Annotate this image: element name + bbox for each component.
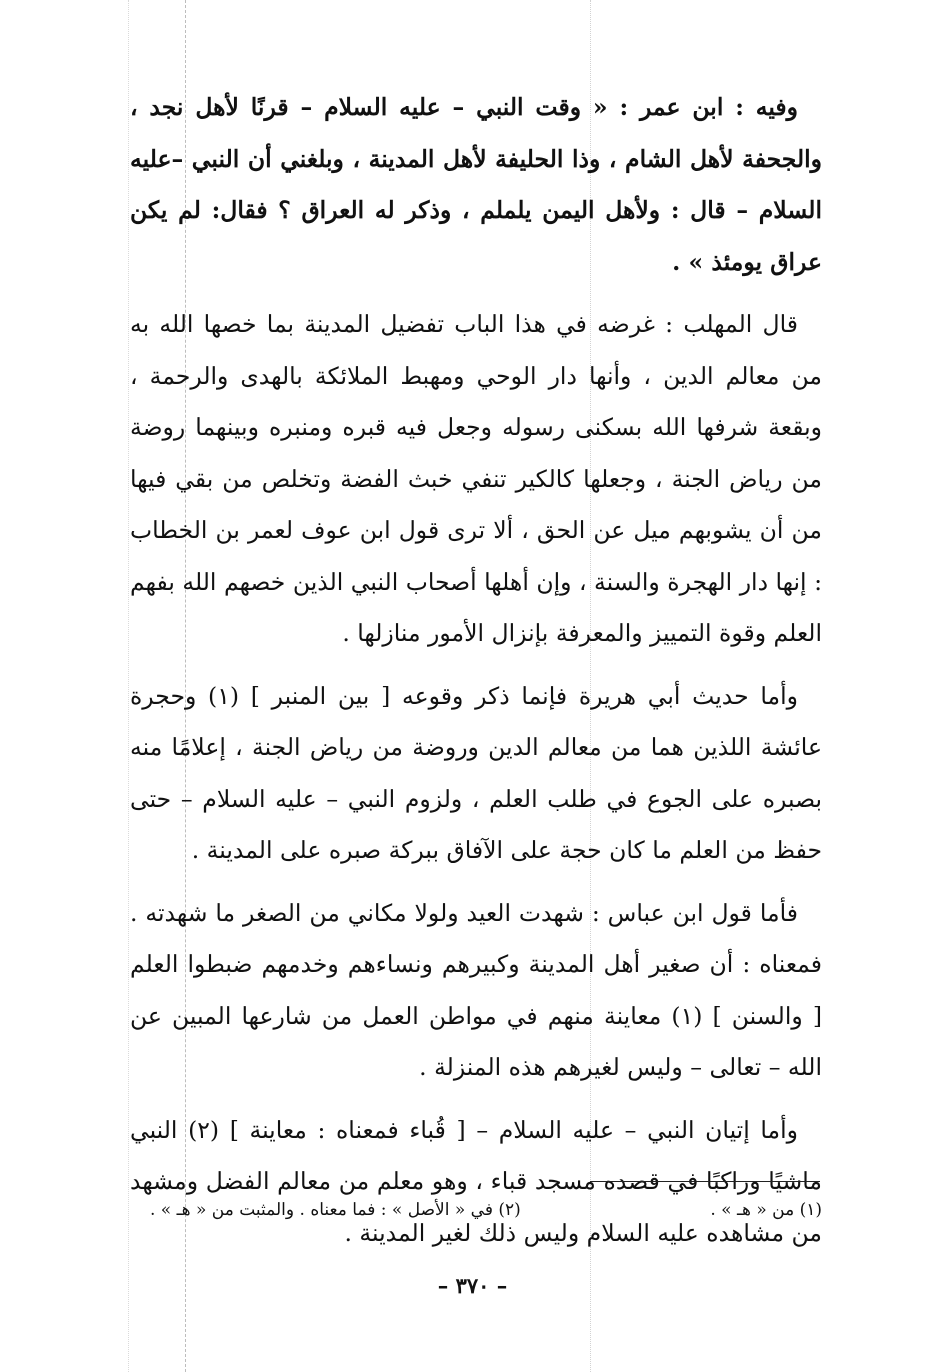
commentary-text: وأما إتيان النبي – عليه السلام – [ قُباء فمعناه : معاينة ] (٢) النبي ماشيًا وراكبًا في قصده مسجد قباء ، وهو معلم من معالم الفضل ومشهد من مشاهده عليه السلام وليس ذلك لغير المدينة . [130, 1115, 822, 1247]
commentary-paragraph-abu-hurayra [130, 671, 822, 877]
commentary-paragraph-muhallab [130, 299, 822, 660]
page-body [130, 82, 822, 1270]
footnote-2: (٢) في « الأصل » : فما معناه . والمثبت من « هـ » . [150, 1200, 521, 1220]
page-number: – ٣٧٠ – [437, 1273, 508, 1298]
commentary-text: فأما قول ابن عباس : شهدت العيد ولولا مكاني من الصغر ما شهدته . فمعناه : أن صغير أهل المدينة وكبيرهم ونساءهم وخدمهم ضبطوا العلم [ والسنن ] (١) معاينة منهم في مواطن العمل من شارعها المبين عن الله – تعالى – وليس لغيرهم هذه المنزلة . [130, 898, 822, 1081]
commentary-paragraph-ibn-abbas [130, 888, 822, 1094]
footnotes [150, 1195, 822, 1225]
page-crease-line [128, 0, 129, 1372]
hadith-text: وفيه : ابن عمر : « وقت النبي – عليه السلام – قرنًا لأهل نجد ، والجحفة لأهل الشام ، وذا الحليفة لأهل المدينة ، وبلغني أن النبي –عليه السلام – قال : ولأهل اليمن يلملم ، وذكر له العراق ؟ فقال: لم يكن عراق يومئذ » . [130, 93, 822, 276]
footnote-separator [590, 1181, 820, 1182]
commentary-text: وأما حديث أبي هريرة فإنما ذكر وقوعه [ بين المنبر ] (١) وحجرة عائشة اللذين هما من معالم الدين وروضة من رياض الجنة ، إعلامًا منه بصبره على الجوع في طلب العلم ، ولزوم النبي – عليه السلام – حتى حفظ من العلم ما كان حجة على الآفاق ببركة صبره على المدينة . [130, 681, 822, 864]
hadith-paragraph [130, 82, 822, 288]
commentary-text: قال المهلب : غرضه في هذا الباب تفضيل المدينة بما خصها الله به من معالم الدين ، وأنها دار الوحي ومهبط الملائكة بالهدى والرحمة ، وبقعة شرفها الله بسكنى رسوله وجعل فيه قبره ومنبره وبينهما روضة من رياض الجنة ، وجعلها كالكير تنفي خبث الفضة وتخلص من بقي فيها من أن يشوبهم ميل عن الحق ، ألا ترى قول ابن عوف لعمر بن الخطاب : إنها دار الهجرة والسنة ، وإن أهلها أصحاب النبي الذين خصهم الله بفهم العلم وقوة التمييز والمعرفة بإنزال الأمور منازلها . [130, 310, 822, 647]
footnote-1: (١) من « هـ » . [710, 1200, 822, 1220]
